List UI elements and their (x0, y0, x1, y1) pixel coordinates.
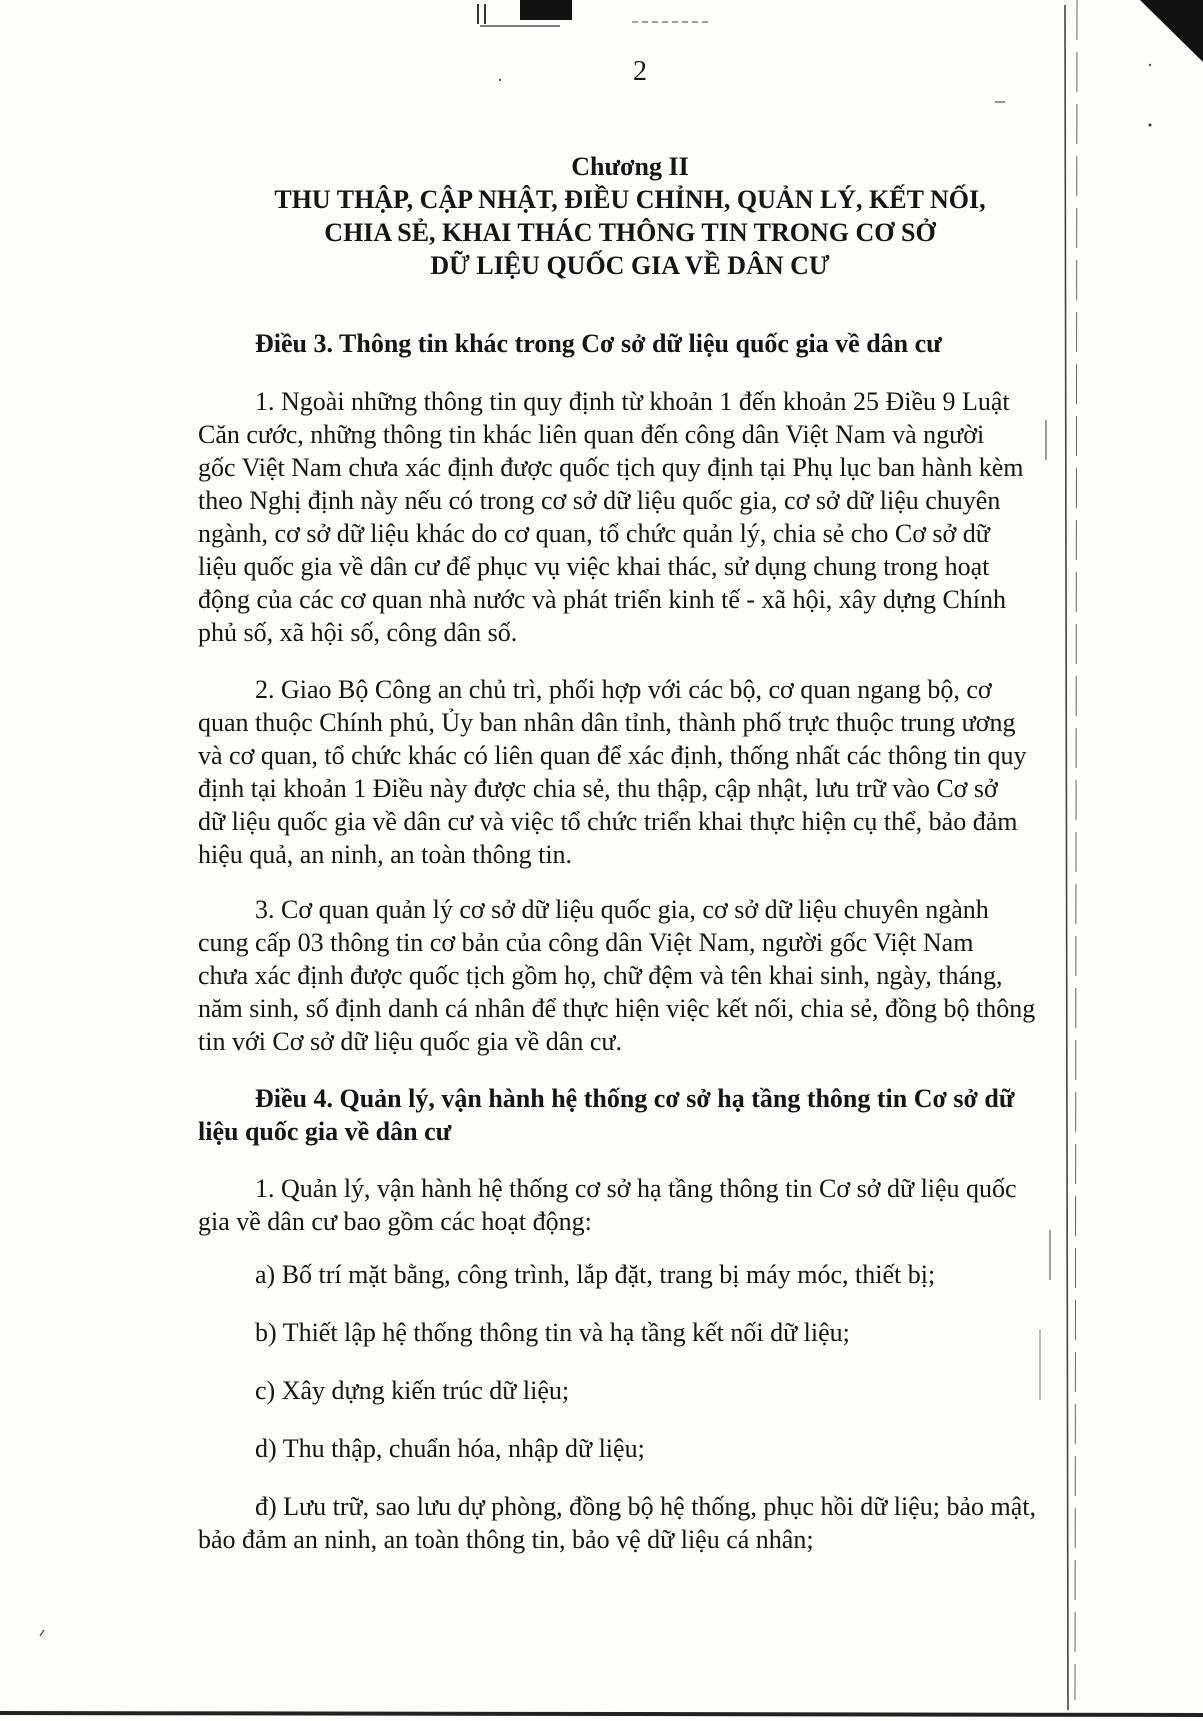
chapter-title-line: CHIA SẺ, KHAI THÁC THÔNG TIN TRONG CƠ SỞ (324, 218, 936, 247)
chapter-label: Chương II (571, 152, 689, 181)
list-item-a: a) Bố trí mặt bằng, công trình, lắp đặt, trang bị máy móc, thiết bị; (255, 1260, 936, 1289)
paragraph-line: quan thuộc Chính phủ, Ủy ban nhân dân tỉnh, thành phố trực thuộc trung ương (198, 708, 1016, 737)
paragraph-line: dữ liệu quốc gia về dân cư và việc tổ chức triển khai thực hiện cụ thể, bảo đảm (198, 807, 1018, 836)
paragraph-line: gốc Việt Nam chưa xác định được quốc tịch quy định tại Phụ lục ban hành kèm (198, 453, 1024, 482)
list-item-b: b) Thiết lập hệ thống thông tin và hạ tầng kết nối dữ liệu; (255, 1318, 850, 1347)
chapter-header (200, 150, 1060, 282)
paragraph-line: và cơ quan, tổ chức khác có liên quan để xác định, thống nhất các thông tin quy (198, 741, 1027, 770)
paragraph-line: bảo đảm an ninh, an toàn thông tin, bảo vệ dữ liệu cá nhân; (198, 1525, 814, 1554)
paragraph-line: 2. Giao Bộ Công an chủ trì, phối hợp với các bộ, cơ quan ngang bộ, cơ (255, 675, 992, 704)
paragraph-line: đ) Lưu trữ, sao lưu dự phòng, đồng bộ hệ thống, phục hồi dữ liệu; bảo mật, (255, 1492, 1037, 1521)
paragraph-line: gia về dân cư bao gồm các hoạt động: (198, 1207, 592, 1236)
article-3-heading: Điều 3. Thông tin khác trong Cơ sở dữ liệu quốc gia về dân cư (255, 329, 942, 358)
paragraph-line: liệu quốc gia về dân cư để phục vụ việc khai thác, sử dụng chung trong hoạt (198, 552, 990, 581)
paragraph-line: 3. Cơ quan quản lý cơ sở dữ liệu quốc gia, cơ sở dữ liệu chuyên ngành (255, 895, 989, 924)
article-3-clause-3 (198, 893, 1088, 1058)
article-3-clause-2 (198, 673, 1088, 871)
paragraph-line: động của các cơ quan nhà nước và phát triển kinh tế - xã hội, xây dựng Chính (198, 585, 1007, 614)
heading-line: liệu quốc gia về dân cư (198, 1117, 452, 1146)
paragraph-line: hiệu quả, an ninh, an toàn thông tin. (198, 840, 573, 869)
paragraph-line: năm sinh, số định danh cá nhân để thực hiện việc kết nối, chia sẻ, đồng bộ thông (198, 994, 1036, 1023)
article-3-clause-1 (198, 385, 1088, 649)
paragraph-line: theo Nghị định này nếu có trong cơ sở dữ liệu quốc gia, cơ sở dữ liệu chuyên (198, 486, 1001, 515)
page-number: 2 (633, 56, 647, 87)
heading-line: Điều 4. Quản lý, vận hành hệ thống cơ sở hạ tầng thông tin Cơ sở dữ (255, 1084, 1015, 1113)
paragraph-line: 1. Quản lý, vận hành hệ thống cơ sở hạ tầng thông tin Cơ sở dữ liệu quốc (255, 1174, 1017, 1203)
paragraph-line: chưa xác định được quốc tịch gồm họ, chữ đệm và tên khai sinh, ngày, tháng, (198, 961, 1003, 990)
article-4-heading (198, 1082, 1088, 1148)
list-item-c: c) Xây dựng kiến trúc dữ liệu; (255, 1376, 570, 1405)
paragraph-line: ngành, cơ sở dữ liệu khác do cơ quan, tổ chức quản lý, chia sẻ cho Cơ sở dữ (198, 519, 990, 548)
paragraph-line: phủ số, xã hội số, công dân số. (198, 618, 518, 647)
paragraph-line: cung cấp 03 thông tin cơ bản của công dân Việt Nam, người gốc Việt Nam (198, 928, 974, 957)
list-item-e (198, 1490, 1088, 1556)
chapter-title-line: THU THẬP, CẬP NHẬT, ĐIỀU CHỈNH, QUẢN LÝ, KẾT NỐI, (274, 185, 986, 214)
article-4-clause-1 (198, 1172, 1088, 1238)
list-item-d: d) Thu thập, chuẩn hóa, nhập dữ liệu; (255, 1434, 645, 1463)
paragraph-line: 1. Ngoài những thông tin quy định từ khoản 1 đến khoản 25 Điều 9 Luật (255, 387, 1010, 416)
paragraph-line: định tại khoản 1 Điều này được chia sẻ, thu thập, cập nhật, lưu trữ vào Cơ sở (198, 774, 998, 803)
chapter-title-line: DỮ LIỆU QUỐC GIA VỀ DÂN CƯ (430, 251, 830, 280)
paragraph-line: tin với Cơ sở dữ liệu quốc gia về dân cư. (198, 1027, 622, 1056)
paragraph-line: Căn cước, những thông tin khác liên quan đến công dân Việt Nam và người (198, 420, 985, 449)
